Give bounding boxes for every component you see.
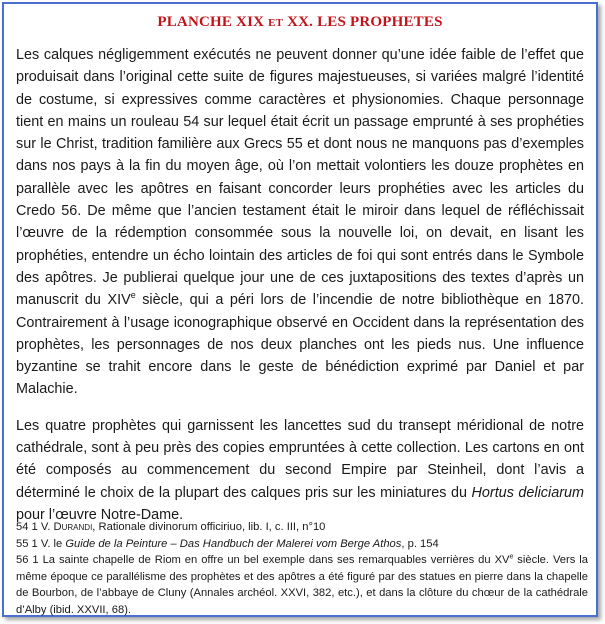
title-et: ET (268, 17, 284, 29)
paragraph-2-text-b: pour l’œuvre Notre-Dame. (16, 506, 184, 523)
footnote-54 (16, 519, 588, 536)
footnote-55-italic: Guide de la Peinture – Das Handbuch der Malerei vom Berge Athos (65, 537, 402, 550)
footnote-56-text-a: La sainte chapelle de Riom en offre un bel exemple dans ses remarquables verrières du XV (38, 554, 510, 566)
title-part1: PLANCHE XIX (157, 14, 269, 30)
footnote-54-author: Durandi (53, 521, 93, 533)
paragraph-1-text-b: siècle, qui a péri lors de l’incendie de notre bibliothèque en 1870. Contrairement à l’usage iconographique observé en Occident dans la représentation des prophètes, les personnages de nos deux planches ont les pieds nus. Une influence byzantine se trahit encore dans le geste de bénédiction exprimé par Daniel et par Malachie. (16, 292, 584, 398)
page-frame (2, 2, 598, 617)
footnotes (16, 519, 588, 618)
footnote-55-pre: V. le (37, 537, 66, 550)
main-text (16, 44, 584, 526)
footnote-54-number: 54 1 (16, 521, 38, 533)
paragraph-2 (16, 415, 584, 526)
footnote-56-text-b: siècle. Vers la même époque ce parallélisme des prophètes et des apôtres a été figuré par des statues en pierre dans la chapelle de Bourbon, de l’abbaye de Cluny (Annales archéol. XXVI, 382, etc.), et dans la clôture du chœur de la cathédrale d’Alby (ibid. XXVII, 68). (16, 554, 588, 616)
paragraph-2-text-a: Les quatre prophètes qui garnissent les lancettes sud du transept méridional de notre cathédrale, sont à peu près des copies empruntées à cette collection. Les cartons en ont été composés au commencement du second Empire par Steinheil, dont l’avis a déterminé le choix de la plupart des calques pris sur les miniatures du (16, 417, 584, 501)
footnote-56-sup: e (509, 553, 514, 561)
page-title (4, 14, 596, 31)
footnote-54-pre: V. (37, 521, 54, 533)
footnote-56 (16, 552, 588, 618)
footnote-55-post: , p. 154 (401, 537, 439, 550)
footnote-55 (16, 536, 588, 553)
title-part2: XX. LES PROPHETES (283, 14, 443, 30)
footnote-54-post: , Rationale divinorum officiriuo, lib. I, c. III, n°10 (92, 521, 326, 533)
footnote-55-number: 55 1 (16, 537, 38, 550)
paragraph-2-italic: Hortus deliciarum (471, 484, 584, 501)
footnote-56-number: 56 1 (16, 554, 39, 566)
paragraph-1 (16, 44, 584, 401)
paragraph-1-text-a: Les calques négligemment exécutés ne peuvent donner qu’une idée faible de l’effet que produisait dans l’original cette suite de figures majestueuses, si variées malgré l’identité de costume, si expressives comme caractères et physionomies. Chaque personnage tient en mains un rouleau 54 sur lequel était écrit un passage emprunté à ses prophéties sur le Christ, tradition familière aux Grecs 55 et dont nous ne manquons pas d’exemples dans nos pays à la fin du moyen âge, où l’on mettait volontiers les douze prophètes en parallèle avec les apôtres en faisant concorder leurs prophéties avec les articles du Credo 56. De même que l’ancien testament était le miroir dans lequel de réfléchissait l’œuvre de la rédemption consommée sous la nouvelle loi, on devait, en lisant les prophéties, entendre un écho lointain des articles de foi qui sont entrés dans le Symbole des apôtres. Je publierai quelque jour une de ces juxtapositions des textes d’après un manuscrit du XIV (16, 47, 584, 309)
paragraph-1-sup: e (130, 290, 136, 301)
